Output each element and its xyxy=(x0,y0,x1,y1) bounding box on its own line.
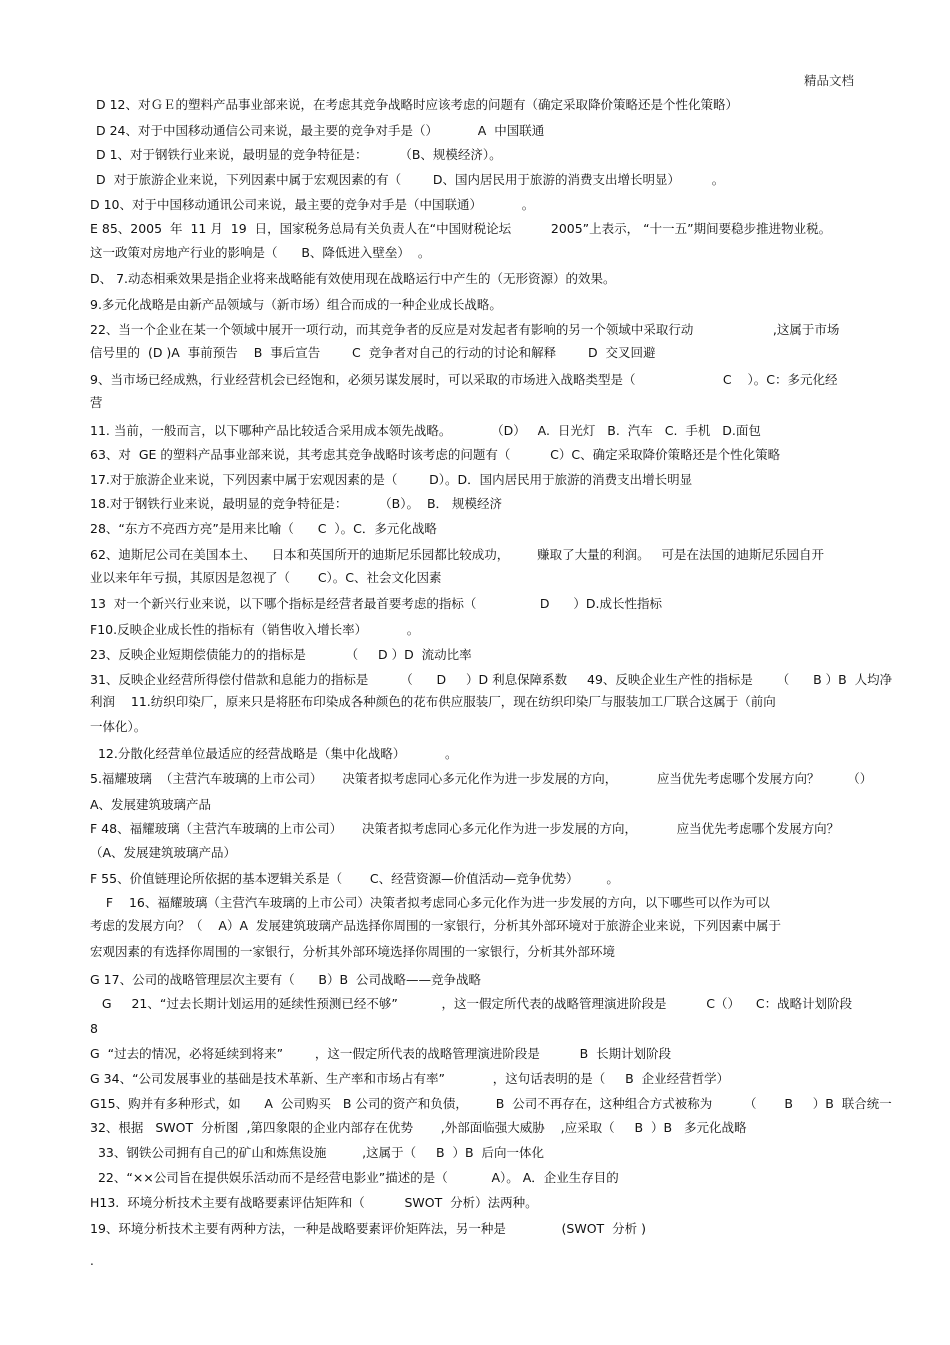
text-line: 31、反映企业经营所得偿付借款和息能力的指标是 （ D ）D 利息保障系数 49、反映企业生产性的指标是 （ B ）B 人均净 xyxy=(90,672,893,687)
text-line: E 85、2005 年 11 月 19 日，国家税务总局有关负责人在“中国财税论坛 2005”上表示， “十一五”期间要稳步推进物业税。 xyxy=(90,221,832,236)
text-line: 33、钢铁公司拥有自己的矿山和炼焦设施 ,这属于（ B ）B 后向一体化 xyxy=(90,1145,544,1160)
text-line: 17.对于旅游企业来说，下列因素中属于宏观因素的是（ D）。D．国内居民用于旅游的消费支出增长明显 xyxy=(90,472,693,487)
text-line: 一体化）。 xyxy=(90,719,147,734)
text-line: 22、当一个企业在某一个领域中展开一项行动，而其竞争者的反应是对发起者有影响的另一个领域中采取行动 ,这属于市场 xyxy=(90,322,840,337)
text-line: A、发展建筑玻璃产品 xyxy=(90,797,212,812)
text-line: 11. 当前，一般而言，以下哪种产品比较适合采用成本领先战略。 （D） A. 日光灯 B. 汽车 C. 手机 D.面包 xyxy=(90,423,761,438)
text-line: 信号里的 (D )A 事前预告 B 事后宣告 C 竞争者对自己的行动的讨论和解释 D 交叉回避 xyxy=(90,345,656,360)
text-line: 业以来年年亏损，其原因是忽视了（ C）。C、社会文化因素 xyxy=(90,570,442,585)
text-line: D 对于旅游企业来说，下列因素中属于宏观因素的有（ D、国内居民用于旅游的消费支出增长明显） 。 xyxy=(96,172,725,187)
text-line: 利润 11.纺织印染厂，原来只是将胚布印染成各种颜色的花布供应服装厂，现在纺织印染厂与服装加工厂联合这属于（前向 xyxy=(90,694,776,709)
text-line: D、 7.动态相乘效果是指企业将来战略能有效使用现在战略运行中产生的（无形资源）的效果。 xyxy=(90,271,616,286)
text-line: D 10、对于中国移动通讯公司来说，最主要的竞争对手是（中国联通） 。 xyxy=(90,197,535,212)
text-line: 9.多元化战略是由新产品领域与（新市场）组合而成的一种企业成长战略。 xyxy=(90,297,502,312)
text-line: D 24、对于中国移动通信公司来说，最主要的竞争对手是（） A 中国联通 xyxy=(96,123,545,138)
text-line: 8 xyxy=(90,1021,98,1036)
text-line: G 21、“过去长期计划运用的延续性预测已经不够” ，这一假定所代表的战略管理演进阶段是 C（） C：战略计划阶段 xyxy=(90,996,853,1011)
text-line: 宏观因素的有选择你周围的一家银行，分析其外部环境选择你周围的一家银行，分析其外部环境 xyxy=(90,944,616,959)
text-line: 18.对于钢铁行业来说，最明显的竞争特征是： （B）。 B． 规模经济 xyxy=(90,496,502,511)
text-line: 28、“东方不亮西方亮”是用来比喻（ C ）。C．多元化战略 xyxy=(90,521,437,536)
text-line: D 1、对于钢铁行业来说，最明显的竞争特征是： （B、规模经济）。 xyxy=(96,147,502,162)
text-line: F 55、价值链理论所依据的基本逻辑关系是（ C、经营资源—价值活动—竞争优势） 。 xyxy=(90,871,619,886)
text-line: 5.福耀玻璃 （主营汽车玻璃的上市公司） 决策者拟考虑同心多元化作为进一步发展的方向， 应当优先考虑哪个发展方向？ （） xyxy=(90,771,873,786)
text-line: F 48、福耀玻璃（主营汽车玻璃的上市公司） 决策者拟考虑同心多元化作为进一步发展的方向， 应当优先考虑哪个发展方向？ xyxy=(90,821,840,836)
text-line: G15、购并有多种形式，如 A 公司购买 B 公司的资产和负债， B 公司不再存在，这种组合方式被称为 （ B ）B 联合统一 xyxy=(90,1096,892,1111)
text-line: 23、反映企业短期偿债能力的的指标是 （ D ）D 流动比率 xyxy=(90,647,472,662)
text-line: D 12、对ＧＥ的塑料产品事业部来说，在考虑其竞争战略时应该考虑的问题有（确定采取降价策略还是个性化策略） xyxy=(96,97,739,112)
text-line: 22、“××公司旨在提供娱乐活动而不是经营电影业”描述的是（ A）。 A．企业生存目的 xyxy=(90,1170,619,1185)
text-line: 这一政策对房地产行业的影响是（ B、降低进入壁垒） 。 xyxy=(90,245,431,260)
text-line: G “过去的情况，必将延续到将来” ，这一假定所代表的战略管理演进阶段是 B 长期计划阶段 xyxy=(90,1046,672,1061)
text-line: （A、发展建筑玻璃产品） xyxy=(90,845,237,860)
footer-mark: . xyxy=(90,1254,94,1268)
text-line: 32、根据 SWOT 分析图 ,第四象限的企业内部存在优势 ,外部面临强大威胁 ,应采取（ B ）B 多元化战略 xyxy=(90,1120,747,1135)
text-line: F 16、福耀玻璃（主营汽车玻璃的上市公司）决策者拟考虑同心多元化作为进一步发展的方向，以下哪些可以作为可以 xyxy=(90,895,770,910)
text-line: 13 对一个新兴行业来说，以下哪个指标是经营者最首要考虑的指标（ D ）D.成长性指标 xyxy=(90,596,662,611)
text-line: 12.分散化经营单位最适应的经营战略是（集中化战略） 。 xyxy=(90,746,458,761)
page-header-label: 精品文档 xyxy=(803,73,854,88)
text-line: G 34、“公司发展事业的基础是技术革新、生产率和市场占有率” ，这句话表明的是（ B 企业经营哲学） xyxy=(90,1071,730,1086)
text-line: 62、迪斯尼公司在美国本土、 日本和英国所开的迪斯尼乐园都比较成功， 赚取了大量的利润。 可是在法国的迪斯尼乐园自开 xyxy=(90,547,825,562)
text-line: 9、当市场已经成熟，行业经营机会已经饱和，必须另谋发展时，可以采取的市场进入战略类型是（ C ）。C：多元化经 xyxy=(90,372,838,387)
text-line: 营 xyxy=(90,395,103,410)
text-line: F10.反映企业成长性的指标有（销售收入增长率） 。 xyxy=(90,622,420,637)
text-line: H13. 环境分析技术主要有战略要素评估矩阵和（ SWOT 分析）法两种。 xyxy=(90,1195,538,1210)
text-line: 19、环境分析技术主要有两种方法，一种是战略要素评价矩阵法，另一种是 (SWOT 分析 ) xyxy=(90,1221,646,1236)
text-line: 考虑的发展方向？（ A）A 发展建筑玻璃产品选择你周围的一家银行，分析其外部环境对于旅游企业来说，下列因素中属于 xyxy=(90,918,781,933)
text-line: G 17、公司的战略管理层次主要有（ B）B 公司战略——竞争战略 xyxy=(90,972,482,987)
text-line: 63、对 GE 的塑料产品事业部来说，其考虑其竞争战略时该考虑的问题有（ C）C、确定采取降价策略还是个性化策略 xyxy=(90,447,781,462)
